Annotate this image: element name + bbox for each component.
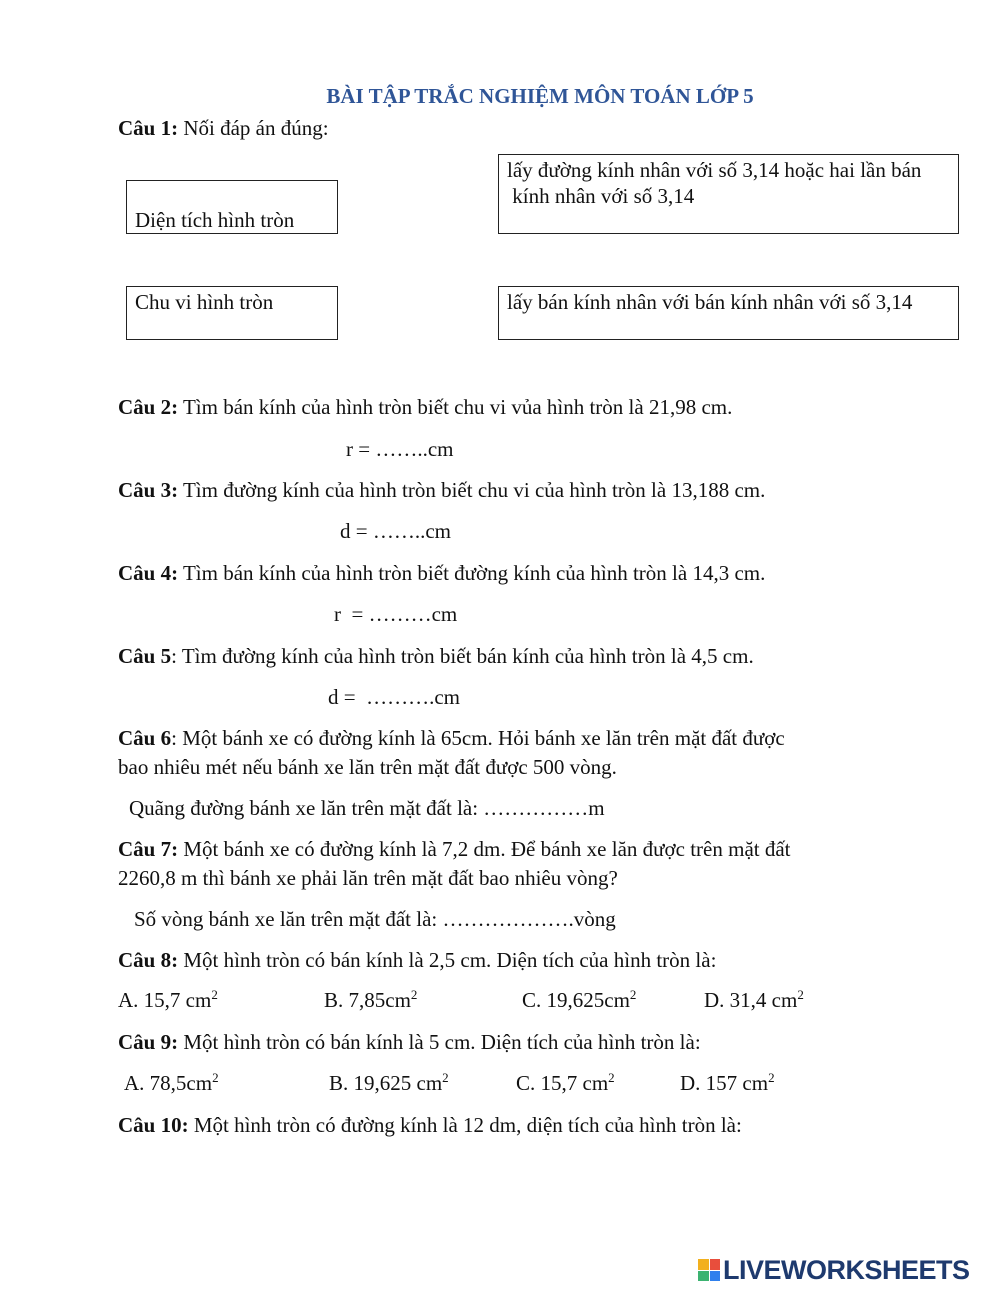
question-label: Câu 9:	[118, 1030, 179, 1054]
superscript: 2	[410, 987, 418, 1002]
question-label: Câu 3:	[118, 478, 179, 502]
question-9	[118, 1030, 701, 1055]
match-left-perimeter[interactable]	[126, 286, 338, 340]
question-label: Câu 10:	[118, 1113, 189, 1137]
question-text: : Tìm đường kính của hình tròn biết bán kính của hình tròn là 4,5 cm.	[171, 644, 754, 668]
match-right-line: lấy đường kính nhân với số 3,14 hoặc hai lần bán	[507, 158, 922, 182]
question-7	[118, 837, 791, 862]
match-right-line: kính nhân với số 3,14	[507, 184, 695, 208]
option-label: D. 157 cm	[680, 1071, 769, 1095]
question-text: Một hình tròn có bán kính là 2,5 cm. Diện tích của hình tròn là:	[178, 948, 717, 972]
question-10	[118, 1113, 742, 1138]
question-label: Câu 8:	[118, 948, 179, 972]
match-right-line: lấy bán kính nhân với bán kính nhân với số 3,14	[507, 290, 913, 314]
superscript: 2	[442, 1070, 449, 1085]
question-5	[118, 644, 754, 669]
logo-square	[698, 1271, 709, 1282]
question-text: Nối đáp án đúng:	[178, 116, 329, 140]
question-label: Câu 4:	[118, 561, 179, 585]
superscript: 2	[212, 1070, 219, 1085]
answer-blank[interactable]: Số vòng bánh xe lăn trên mặt đất là: ……………….vòng	[134, 907, 616, 931]
superscript: 2	[768, 1070, 775, 1085]
question-text: Một hình tròn có bán kính là 5 cm. Diện tích của hình tròn là:	[178, 1030, 701, 1054]
superscript: 2	[608, 1070, 615, 1085]
question-text: Tìm đường kính của hình tròn biết chu vi của hình tròn là 13,188 cm.	[178, 478, 766, 502]
option-label: B. 19,625 cm	[329, 1071, 443, 1095]
option-c[interactable]	[516, 1071, 615, 1096]
option-label: C. 19,625cm	[522, 988, 630, 1012]
option-label: B. 7,85cm	[324, 988, 411, 1012]
question-label: Câu 1:	[118, 116, 179, 140]
question-label: Câu 6	[118, 726, 172, 750]
option-d[interactable]	[704, 988, 804, 1013]
option-label: A. 15,7 cm	[118, 988, 212, 1012]
question-label: Câu 5	[118, 644, 172, 668]
answer-blank[interactable]: d = ……….cm	[328, 685, 460, 709]
option-label: A. 78,5cm	[124, 1071, 213, 1095]
option-d[interactable]	[680, 1071, 775, 1096]
question-8	[118, 948, 716, 973]
question-label: Câu 7:	[118, 837, 179, 861]
answer-blank[interactable]: r = ………cm	[334, 602, 458, 626]
question-4	[118, 561, 765, 586]
logo-square	[710, 1271, 721, 1282]
question-1	[118, 116, 329, 141]
logo-square	[710, 1259, 721, 1270]
question-3	[118, 478, 765, 503]
option-label: C. 15,7 cm	[516, 1071, 609, 1095]
option-c[interactable]	[522, 988, 636, 1013]
option-label: D. 31,4 cm	[704, 988, 798, 1012]
question-7-line2: 2260,8 m thì bánh xe phải lăn trên mặt đất bao nhiêu vòng?	[118, 866, 618, 890]
superscript: 2	[211, 987, 218, 1002]
match-right-area-formula[interactable]	[498, 286, 959, 340]
answer-blank[interactable]: Quãng đường bánh xe lăn trên mặt đất là: ……………m	[129, 796, 605, 820]
superscript: 2	[629, 987, 637, 1002]
match-left-perimeter-label: Chu vi hình tròn	[135, 290, 274, 314]
match-left-area[interactable]	[126, 180, 338, 234]
question-6	[118, 726, 785, 751]
question-text: Tìm bán kính của hình tròn biết chu vi vủa hình tròn là 21,98 cm.	[178, 395, 733, 419]
question-text: Tìm bán kính của hình tròn biết đường kính của hình tròn là 14,3 cm.	[178, 561, 766, 585]
brand-text: LIVEWORKSHEETS	[723, 1254, 970, 1285]
superscript: 2	[797, 987, 804, 1002]
question-2	[118, 395, 732, 420]
liveworksheets-logo-icon	[698, 1259, 720, 1281]
option-a[interactable]	[124, 1071, 219, 1096]
match-left-area-label: Diện tích hình tròn	[135, 208, 295, 232]
option-b[interactable]	[324, 988, 417, 1013]
question-text: Một bánh xe có đường kính là 7,2 dm. Để bánh xe lăn được trên mặt đất	[178, 837, 791, 861]
question-text: : Một bánh xe có đường kính là 65cm. Hỏi bánh xe lăn trên mặt đất được	[171, 726, 785, 750]
liveworksheets-brand	[698, 1255, 970, 1285]
page-title: BÀI TẬP TRẮC NGHIỆM MÔN TOÁN LỚP 5	[326, 84, 754, 108]
question-6-line2: bao nhiêu mét nếu bánh xe lăn trên mặt đất được 500 vòng.	[118, 755, 617, 779]
logo-square	[698, 1259, 709, 1270]
answer-blank[interactable]: r = ……..cm	[346, 437, 454, 461]
match-right-perimeter-formula[interactable]	[498, 154, 959, 234]
question-text: Một hình tròn có đường kính là 12 dm, diện tích của hình tròn là:	[188, 1113, 742, 1137]
answer-blank[interactable]: d = ……..cm	[340, 519, 451, 543]
option-b[interactable]	[329, 1071, 449, 1096]
option-a[interactable]	[118, 988, 218, 1013]
question-label: Câu 2:	[118, 395, 179, 419]
